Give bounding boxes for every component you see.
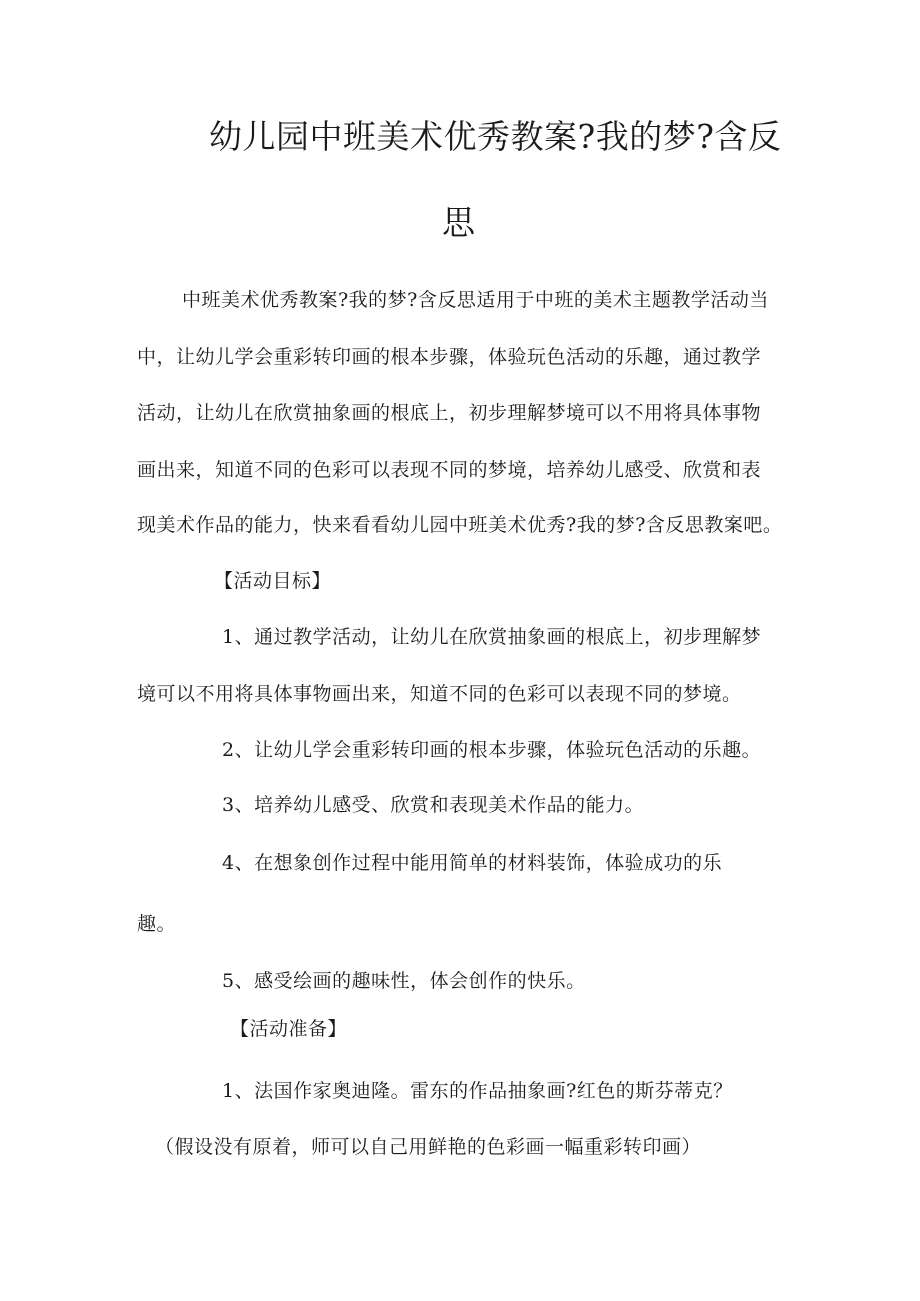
intro-line-4: 画出来，知道不同的色彩可以表现不同的梦境，培养幼儿感受、欣赏和表: [137, 459, 762, 481]
goal-item-5: 5、感受绘画的趣味性，体会创作的快乐。: [222, 970, 586, 992]
goal-item-3: 3、培养幼儿感受、欣赏和表现美术作品的能力。: [222, 794, 645, 816]
goal-item-2: 2、让幼儿学会重彩转印画的根本步骤，体验玩色活动的乐趣。: [222, 739, 762, 761]
prep-item-1-line-1: 1、法国作家奥迪隆。雷东的作品抽象画?红色的斯芬蒂克？: [222, 1080, 733, 1102]
intro-line-1: 中班美术优秀教案?我的梦?含反思适用于中班的美术主题教学活动当: [182, 289, 769, 311]
goals-heading: 【活动目标】: [214, 570, 332, 592]
page-title-line-1: 幼儿园中班美术优秀教案?我的梦?含反: [209, 117, 782, 156]
goal-item-4-line-1: 4、在想象创作过程中能用简单的材料装饰，体验成功的乐: [222, 852, 723, 874]
goal-item-4-line-2: 趣。: [137, 913, 177, 935]
prep-heading: 【活动准备】: [230, 1018, 348, 1040]
goal-item-1-line-1: 1、通过教学活动，让幼儿在欣赏抽象画的根底上，初步理解梦: [222, 626, 762, 648]
prep-item-1-line-2: （假设没有原着，师可以自己用鲜艳的色彩画一幅重彩转印画）: [155, 1136, 702, 1158]
page-title-line-2: 思: [442, 203, 476, 242]
intro-line-5: 现美术作品的能力，快来看看幼儿园中班美术优秀?我的梦?含反思教案吧。: [137, 514, 783, 536]
goal-item-1-line-2: 境可以不用将具体事物画出来，知道不同的色彩可以表现不同的梦境。: [137, 683, 742, 705]
intro-line-3: 活动，让幼儿在欣赏抽象画的根底上，初步理解梦境可以不用将具体事物: [137, 402, 762, 424]
intro-line-2: 中，让幼儿学会重彩转印画的根本步骤，体验玩色活动的乐趣，通过教学: [137, 346, 762, 368]
